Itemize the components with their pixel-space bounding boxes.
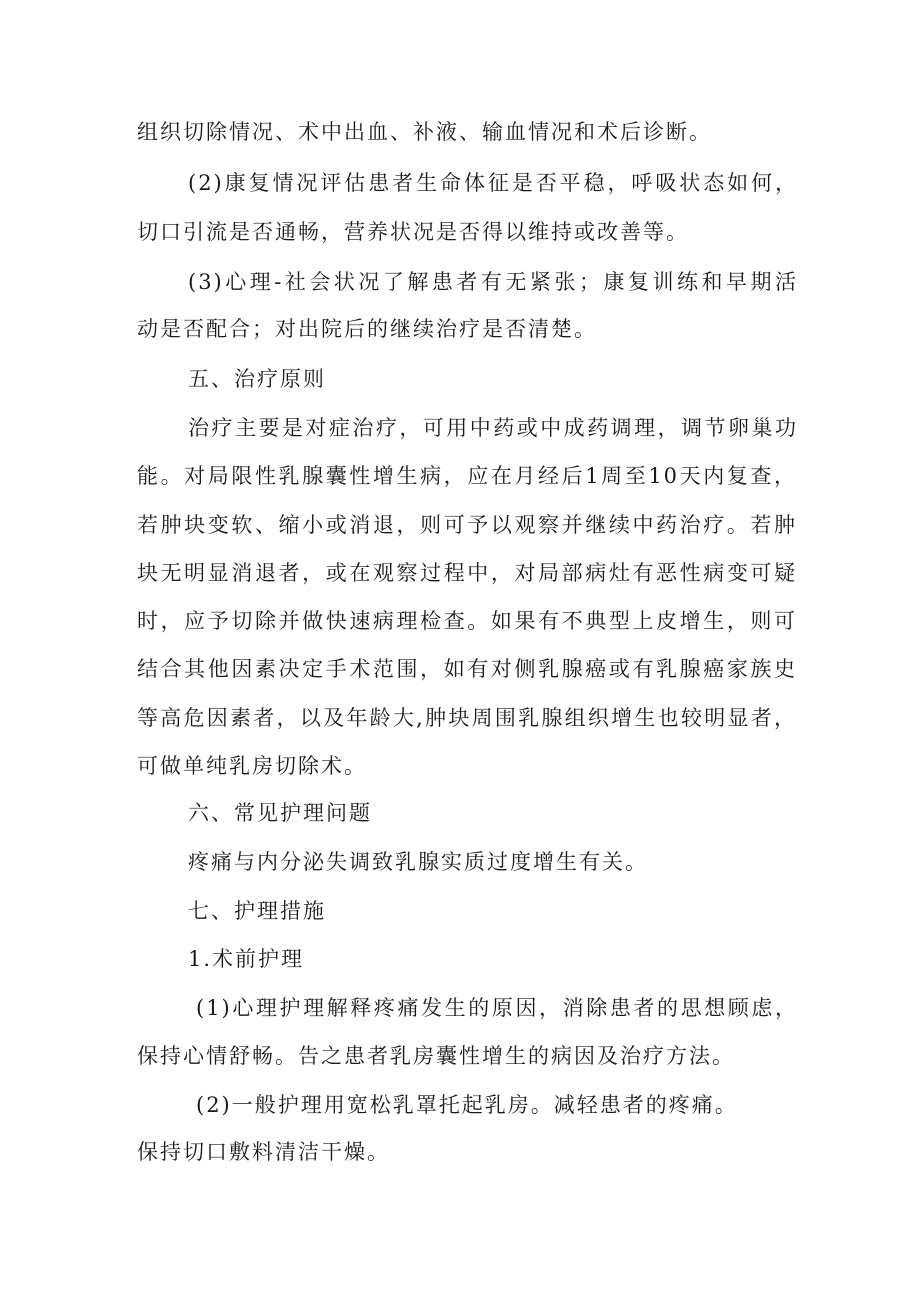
section-heading: 七、护理措施 [188, 899, 326, 923]
paragraph-line: 疼痛与内分泌失调致乳腺实质过度增生有关。 [188, 850, 648, 874]
paragraph-line: 若肿块变软、缩小或消退，则可予以观察并继续中药治疗。若肿 [137, 513, 797, 537]
paragraph-line: 组织切除情况、术中出血、补液、输血情况和术后诊断。 [137, 120, 712, 144]
section-heading: 五、治疗原则 [188, 367, 326, 391]
paragraph-line: 切口引流是否通畅，营养状况是否得以维持或改善等。 [137, 220, 689, 244]
paragraph-line: (3)心理-社会状况了解患者有无紧张；康复训练和早期活 [188, 270, 798, 294]
paragraph-line: 动是否配合；对出院后的继续治疗是否清楚。 [137, 317, 597, 341]
paragraph-line: (1)心理护理解释疼痛发生的原因，消除患者的思想顾虑， [196, 996, 798, 1020]
paragraph-line: 时，应予切除并做快速病理检查。如果有不典型上皮增生，则可 [137, 609, 797, 633]
paragraph-line: 块无明显消退者，或在观察过程中，对局部病灶有恶性病变可疑 [137, 561, 797, 585]
paragraph-line: (2)康复情况评估患者生命体征是否平稳，呼吸状态如何， [188, 171, 798, 195]
paragraph-line: 保持心情舒畅。告之患者乳房囊性增生的病因及治疗方法。 [137, 1044, 735, 1068]
paragraph-line: 等高危因素者，以及年龄大,肿块周围乳腺组织增生也较明显者， [137, 706, 797, 730]
paragraph-line: 可做单纯乳房切除术。 [137, 754, 367, 778]
paragraph-line: 能。对局限性乳腺囊性增生病，应在月经后1周至10天内复查， [137, 464, 797, 488]
subsection-heading: 1.术前护理 [188, 947, 305, 971]
paragraph-line: 结合其他因素决定手术范围，如有对侧乳腺癌或有乳腺癌家族史 [137, 657, 797, 681]
paragraph-line: 保持切口敷料清洁干燥。 [137, 1140, 390, 1164]
section-heading: 六、常见护理问题 [188, 801, 372, 825]
paragraph-line: (2)一般护理用宽松乳罩托起乳房。减轻患者的疼痛。 [196, 1093, 738, 1117]
paragraph-line: 治疗主要是对症治疗，可用中药或中成药调理，调节卵巢功 [188, 416, 798, 440]
